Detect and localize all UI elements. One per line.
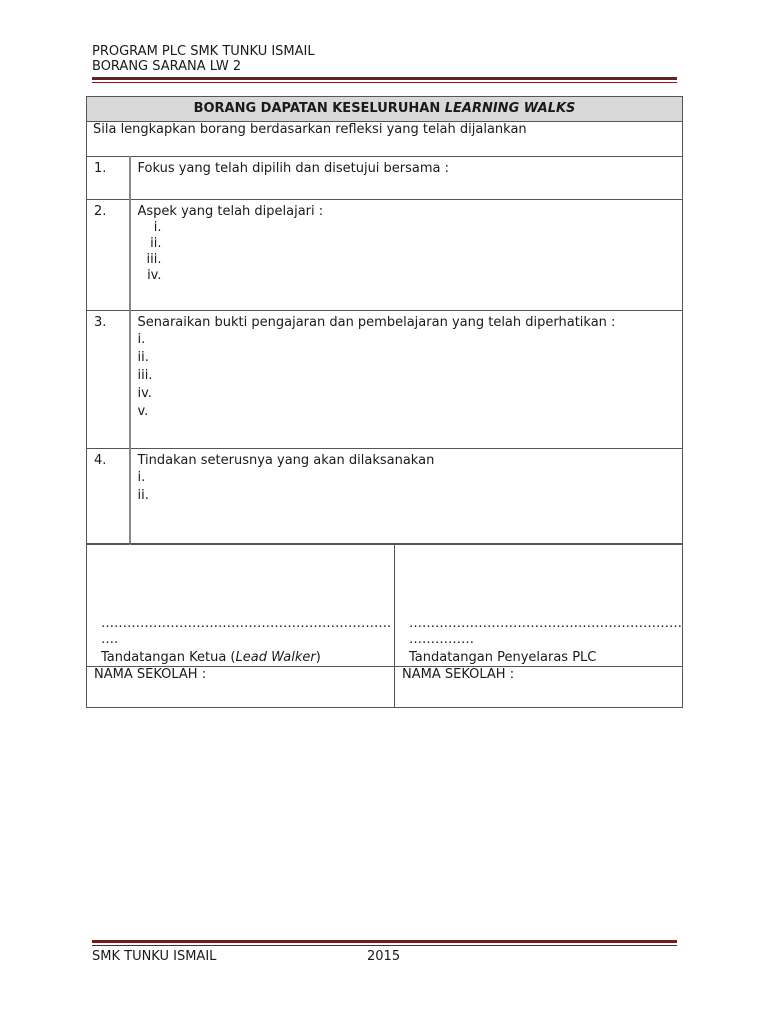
footer-school: SMK TUNKU ISMAIL	[92, 949, 217, 964]
item-number: 1.	[87, 157, 130, 200]
item-text: Senaraikan bukti pengajaran dan pembelajaran yang telah diperhatikan :	[137, 315, 616, 330]
list-item: v.	[137, 404, 149, 419]
school-name-field-left[interactable]: NAMA SEKOLAH :	[87, 667, 395, 708]
form-title	[87, 97, 683, 122]
list-item: iv.	[147, 268, 162, 283]
signature-caption-leader	[101, 650, 321, 666]
item-content[interactable]	[130, 200, 683, 311]
list-item: iv.	[137, 386, 152, 401]
signature-dots: ….	[101, 632, 119, 647]
list-item: ii.	[150, 236, 162, 251]
item-number: 3.	[87, 311, 130, 449]
list-item: i.	[137, 332, 146, 347]
caption-text-end: )	[315, 650, 321, 665]
list-item: i.	[137, 470, 146, 485]
roman-list	[138, 469, 683, 505]
item-content[interactable]	[130, 449, 683, 545]
caption-text: Tandatangan Ketua (	[101, 650, 236, 665]
list-item: iii.	[137, 368, 153, 383]
list-item: ii.	[137, 488, 149, 503]
findings-form-table	[86, 96, 683, 545]
signature-line	[101, 616, 391, 648]
item-text: Tindakan seterusnya yang akan dilaksanakan	[137, 453, 435, 468]
signature-dots: ………………………………………………………….	[101, 616, 392, 631]
signature-caption-coordinator: Tandatangan Penyelaras PLC	[409, 650, 597, 665]
form-row-2	[87, 200, 683, 311]
item-number: 2.	[87, 200, 130, 311]
roman-list	[138, 331, 683, 421]
list-item: i.	[153, 220, 162, 235]
signature-box-coordinator[interactable]	[395, 544, 683, 667]
item-text: Aspek yang telah dipelajari :	[137, 204, 324, 219]
form-intro: Sila lengkapkan borang berdasarkan refleksi yang telah dijalankan	[87, 122, 683, 157]
form-row-3	[87, 311, 683, 449]
header-line-2: BORANG SARANA LW 2	[92, 59, 242, 74]
item-text[interactable]: Fokus yang telah dipilih dan disetujui bersama :	[130, 157, 683, 200]
form-title-main: BORANG DAPATAN KESELURUHAN	[193, 101, 445, 116]
roman-list	[138, 220, 683, 284]
form-row-1	[87, 157, 683, 200]
school-name-field-right[interactable]: NAMA SEKOLAH :	[395, 667, 683, 708]
item-number: 4.	[87, 449, 130, 545]
signature-line	[409, 616, 699, 648]
list-item: iii.	[146, 252, 162, 267]
form-title-italic: LEARNING WALKS	[444, 101, 576, 116]
item-content[interactable]	[130, 311, 683, 449]
list-item: ii.	[137, 350, 149, 365]
header-rule	[92, 77, 677, 83]
form-row-4	[87, 449, 683, 545]
caption-italic: Lead Walker	[235, 650, 316, 665]
signature-box-leader[interactable]	[87, 544, 395, 667]
footer-year: 2015	[367, 949, 401, 964]
signature-table	[86, 543, 683, 708]
signature-dots: ……………	[409, 632, 474, 647]
footer-rule	[92, 940, 677, 946]
header-line-1: PROGRAM PLC SMK TUNKU ISMAIL	[92, 44, 315, 59]
signature-dots: ………………………………………………………	[409, 616, 682, 631]
